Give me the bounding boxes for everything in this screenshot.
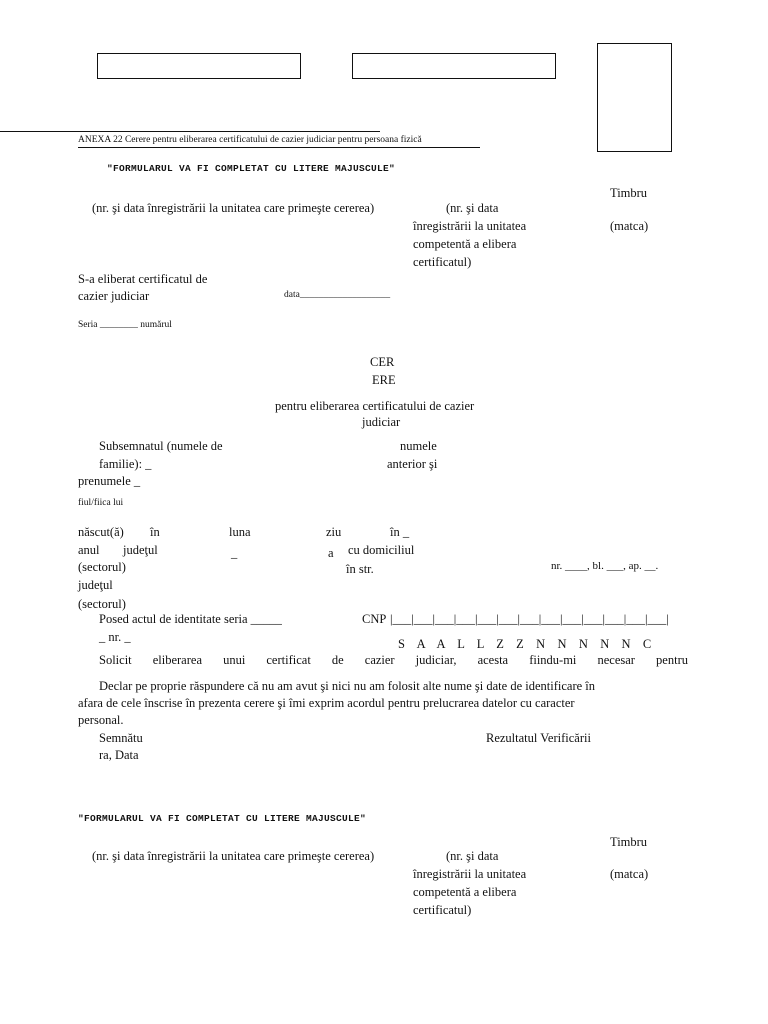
born-in-label: în (150, 525, 160, 539)
year-label: anul (78, 543, 100, 557)
annex-title: ANEXA 22 Cerere pentru eliberarea certificatului de cazier judiciar pentru persoana fizică (78, 135, 422, 145)
footer-receiving-unit-label: (nr. şi data înregistrării la unitatea care primeşte cererea) (92, 849, 375, 863)
footer-competent-unit-label-3: competentă a elibera (413, 885, 517, 899)
registration-number-box-2[interactable] (352, 53, 556, 79)
month-field[interactable]: _ (231, 546, 238, 560)
subtitle-line-1: pentru eliberarea certificatului de cazier (275, 399, 475, 413)
footer-competent-unit-label-2: înregistrării la unitatea (413, 867, 527, 881)
competent-unit-label-4: certificatul) (413, 255, 472, 269)
footer-instruction-uppercase: "FORMULARUL VA FI COMPLETAT CU LITERE MAJUSCULE" (78, 813, 367, 824)
surname-label: Subsemnatul (numele de (99, 439, 223, 453)
sector-label: (sectorul) (78, 560, 126, 574)
verification-result-label: Rezultatul Verificării (486, 731, 591, 745)
day-letter: a (328, 546, 334, 560)
series-number-field[interactable]: Seria ________ numărul (78, 320, 172, 330)
declaration-line-1: Declar pe proprie răspundere că nu am avut şi nici nu am folosit alte nume şi date de identificare în (99, 679, 595, 693)
timbru-label: Timbru (610, 186, 648, 200)
request-purpose-line: Solicit eliberarea unui certificat de cazier judiciar, acesta fiindu-mi necesar pentru (99, 653, 688, 667)
registration-number-box-1[interactable] (97, 53, 301, 79)
cnp-format-letters: S A A L L Z Z N N N N N C (398, 637, 656, 651)
cnp-label: CNP (362, 612, 387, 626)
previous-name-label: numele (400, 439, 437, 453)
domicile-county-label: judeţul (78, 578, 113, 592)
surname-field[interactable]: familie): _ (99, 457, 152, 471)
footer-competent-unit-label-1: (nr. şi data (446, 849, 499, 863)
domicile-sector-label: (sectorul) (78, 597, 126, 611)
receiving-unit-label: (nr. şi data înregistrării la unitatea care primeşte cererea) (92, 201, 375, 215)
title-part-2: ERE (372, 373, 396, 387)
id-number-field[interactable]: _ nr. _ (99, 630, 131, 644)
signature-label-2: ra, Data (99, 748, 139, 762)
competent-unit-label-3: competentă a elibera (413, 237, 517, 251)
street-field[interactable]: în str. (346, 562, 374, 576)
cnp-boxes[interactable]: |___|___|___|___|___|___|___|___|___|___|___|___|___| (390, 612, 669, 626)
month-label: luna (229, 525, 251, 539)
born-place-field[interactable]: în _ (390, 525, 410, 539)
address-number-field[interactable]: nr. ____, bl. ___, ap. __. (551, 560, 659, 572)
id-series-field[interactable]: Posed actul de identitate seria _____ (99, 612, 282, 626)
declaration-line-2: afara de cele înscrise în prezenta cerere şi îmi exprim acordul pentru prelucrarea datelor cu caracter (78, 696, 575, 710)
competent-unit-label-1: (nr. şi data (446, 201, 499, 215)
day-label: ziu (326, 525, 342, 539)
domicile-label: cu domiciliul (348, 543, 415, 557)
signature-label-1: Semnătu (99, 731, 143, 745)
footer-matca-label: (matca) (610, 867, 649, 881)
header-rule (0, 131, 380, 132)
footer-competent-unit-label-4: certificatul) (413, 903, 472, 917)
title-part-1: CER (370, 355, 395, 369)
issued-date-field[interactable]: data___________________ (284, 290, 391, 300)
issued-label-1: S-a eliberat certificatul de (78, 272, 208, 286)
declaration-line-3: personal. (78, 713, 124, 727)
competent-unit-label-2: înregistrării la unitatea (413, 219, 527, 233)
parents-label: fiul/fiica lui (78, 498, 124, 508)
footer-timbru-label: Timbru (610, 835, 648, 849)
born-label: născut(ă) (78, 525, 124, 539)
matca-label: (matca) (610, 219, 649, 233)
subtitle-line-2: judiciar (362, 415, 401, 429)
first-name-field[interactable]: prenumele _ (78, 474, 141, 488)
previous-name-field[interactable]: anterior şi (387, 457, 438, 471)
county-label: judeţul (123, 543, 158, 557)
stamp-box (597, 43, 672, 152)
issued-label-2: cazier judiciar (78, 289, 150, 303)
instruction-uppercase: "FORMULARUL VA FI COMPLETAT CU LITERE MAJUSCULE" (107, 163, 396, 174)
annex-title-underline (78, 147, 480, 148)
